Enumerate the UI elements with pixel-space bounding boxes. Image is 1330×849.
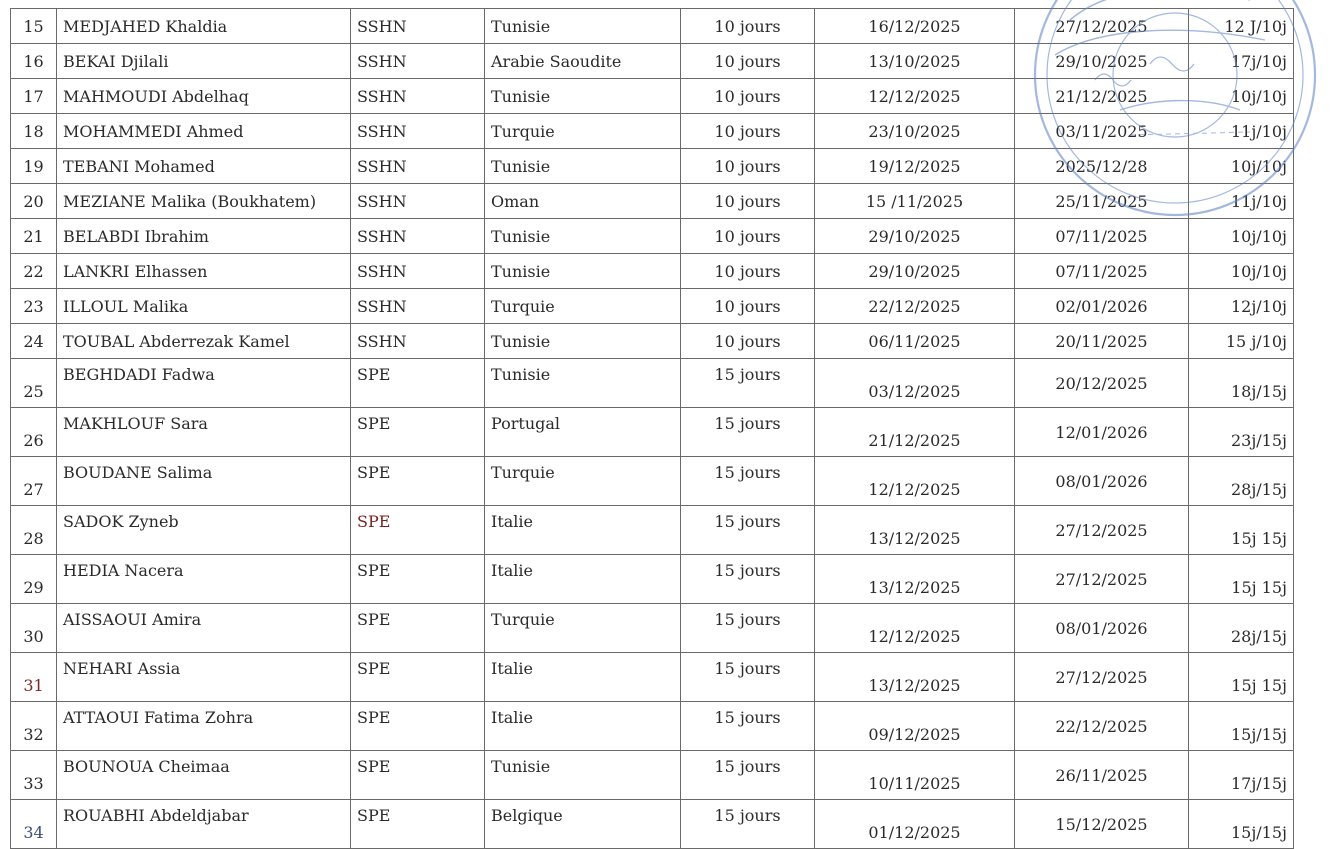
end-date-cell: 08/01/2026 xyxy=(1015,604,1189,653)
start-date-cell: 12/12/2025 xyxy=(815,604,1015,653)
host-country-cell: Tunisie xyxy=(485,254,681,289)
program-cell: SPE xyxy=(351,506,485,555)
end-date-cell: 21/12/2025 xyxy=(1015,79,1189,114)
table-body xyxy=(11,9,1294,849)
days-ratio-cell: 15j/15j xyxy=(1189,800,1294,849)
program-cell: SSHN xyxy=(351,219,485,254)
planned-duration-cell: 10 jours xyxy=(681,9,815,44)
full-name-cell: BOUDANE Salima xyxy=(57,457,351,506)
days-ratio-cell: 12j/10j xyxy=(1189,289,1294,324)
row-number-cell: 32 xyxy=(11,702,57,751)
table-row xyxy=(11,751,1294,800)
days-ratio-cell: 10j/10j xyxy=(1189,149,1294,184)
planned-duration-cell: 15 jours xyxy=(681,653,815,702)
row-number-cell: 31 xyxy=(11,653,57,702)
end-date-cell: 15/12/2025 xyxy=(1015,800,1189,849)
full-name-cell: MAHMOUDI Abdelhaq xyxy=(57,79,351,114)
program-cell: SPE xyxy=(351,359,485,408)
table-row xyxy=(11,359,1294,408)
host-country-cell: Tunisie xyxy=(485,219,681,254)
start-date-cell: 21/12/2025 xyxy=(815,408,1015,457)
full-name-cell: LANKRI Elhassen xyxy=(57,254,351,289)
planned-duration-cell: 10 jours xyxy=(681,289,815,324)
row-number-cell: 33 xyxy=(11,751,57,800)
host-country-cell: Tunisie xyxy=(485,751,681,800)
days-ratio-cell: 15j 15j xyxy=(1189,555,1294,604)
program-cell: SSHN xyxy=(351,114,485,149)
start-date-cell: 23/10/2025 xyxy=(815,114,1015,149)
end-date-cell: 07/11/2025 xyxy=(1015,219,1189,254)
full-name-cell: MEDJAHED Khaldia xyxy=(57,9,351,44)
start-date-cell: 01/12/2025 xyxy=(815,800,1015,849)
days-ratio-cell: 10j/10j xyxy=(1189,254,1294,289)
planned-duration-cell: 10 jours xyxy=(681,219,815,254)
program-cell: SPE xyxy=(351,555,485,604)
participants-table xyxy=(10,8,1294,849)
planned-duration-cell: 10 jours xyxy=(681,254,815,289)
start-date-cell: 03/12/2025 xyxy=(815,359,1015,408)
days-ratio-cell: 28j/15j xyxy=(1189,457,1294,506)
host-country-cell: Tunisie xyxy=(485,324,681,359)
row-number-cell: 21 xyxy=(11,219,57,254)
days-ratio-cell: 15 j/10j xyxy=(1189,324,1294,359)
row-number-cell: 15 xyxy=(11,9,57,44)
table-row xyxy=(11,408,1294,457)
planned-duration-cell: 15 jours xyxy=(681,457,815,506)
start-date-cell: 13/12/2025 xyxy=(815,555,1015,604)
end-date-cell: 20/12/2025 xyxy=(1015,359,1189,408)
start-date-cell: 19/12/2025 xyxy=(815,149,1015,184)
planned-duration-cell: 10 jours xyxy=(681,149,815,184)
end-date-cell: 20/11/2025 xyxy=(1015,324,1189,359)
row-number-cell: 22 xyxy=(11,254,57,289)
end-date-cell: 02/01/2026 xyxy=(1015,289,1189,324)
planned-duration-cell: 15 jours xyxy=(681,604,815,653)
row-number-cell: 27 xyxy=(11,457,57,506)
full-name-cell: NEHARI Assia xyxy=(57,653,351,702)
program-cell: SPE xyxy=(351,800,485,849)
program-cell: SPE xyxy=(351,653,485,702)
host-country-cell: Turquie xyxy=(485,114,681,149)
row-number-cell: 26 xyxy=(11,408,57,457)
host-country-cell: Oman xyxy=(485,184,681,219)
full-name-cell: BEKAI Djilali xyxy=(57,44,351,79)
end-date-cell: 2025/12/28 xyxy=(1015,149,1189,184)
host-country-cell: Tunisie xyxy=(485,79,681,114)
start-date-cell: 29/10/2025 xyxy=(815,219,1015,254)
full-name-cell: TEBANI Mohamed xyxy=(57,149,351,184)
end-date-cell: 27/12/2025 xyxy=(1015,9,1189,44)
end-date-cell: 27/12/2025 xyxy=(1015,506,1189,555)
planned-duration-cell: 15 jours xyxy=(681,751,815,800)
full-name-cell: BEGHDADI Fadwa xyxy=(57,359,351,408)
planned-duration-cell: 15 jours xyxy=(681,506,815,555)
row-number-cell: 34 xyxy=(11,800,57,849)
host-country-cell: Tunisie xyxy=(485,149,681,184)
table-row xyxy=(11,219,1294,254)
host-country-cell: Tunisie xyxy=(485,9,681,44)
host-country-cell: Italie xyxy=(485,653,681,702)
table-row xyxy=(11,149,1294,184)
table-row xyxy=(11,9,1294,44)
end-date-cell: 27/12/2025 xyxy=(1015,555,1189,604)
end-date-cell: 29/10/2025 xyxy=(1015,44,1189,79)
planned-duration-cell: 10 jours xyxy=(681,79,815,114)
end-date-cell: 25/11/2025 xyxy=(1015,184,1189,219)
end-date-cell: 27/12/2025 xyxy=(1015,653,1189,702)
end-date-cell: 26/11/2025 xyxy=(1015,751,1189,800)
days-ratio-cell: 15j 15j xyxy=(1189,653,1294,702)
row-number-cell: 30 xyxy=(11,604,57,653)
days-ratio-cell: 12 J/10j xyxy=(1189,9,1294,44)
full-name-cell: SADOK Zyneb xyxy=(57,506,351,555)
program-cell: SSHN xyxy=(351,9,485,44)
end-date-cell: 12/01/2026 xyxy=(1015,408,1189,457)
document-page xyxy=(10,8,1294,849)
program-cell: SSHN xyxy=(351,44,485,79)
row-number-cell: 24 xyxy=(11,324,57,359)
host-country-cell: Italie xyxy=(485,506,681,555)
start-date-cell: 09/12/2025 xyxy=(815,702,1015,751)
row-number-cell: 25 xyxy=(11,359,57,408)
host-country-cell: Turquie xyxy=(485,457,681,506)
start-date-cell: 16/12/2025 xyxy=(815,9,1015,44)
table-row xyxy=(11,114,1294,149)
planned-duration-cell: 15 jours xyxy=(681,800,815,849)
full-name-cell: HEDIA Nacera xyxy=(57,555,351,604)
full-name-cell: AISSAOUI Amira xyxy=(57,604,351,653)
program-cell: SPE xyxy=(351,604,485,653)
host-country-cell: Italie xyxy=(485,555,681,604)
end-date-cell: 03/11/2025 xyxy=(1015,114,1189,149)
host-country-cell: Arabie Saoudite xyxy=(485,44,681,79)
days-ratio-cell: 23j/15j xyxy=(1189,408,1294,457)
row-number-cell: 17 xyxy=(11,79,57,114)
planned-duration-cell: 15 jours xyxy=(681,408,815,457)
planned-duration-cell: 15 jours xyxy=(681,555,815,604)
full-name-cell: BELABDI Ibrahim xyxy=(57,219,351,254)
program-cell: SSHN xyxy=(351,149,485,184)
table-row xyxy=(11,79,1294,114)
host-country-cell: Portugal xyxy=(485,408,681,457)
table-row xyxy=(11,184,1294,219)
full-name-cell: MEZIANE Malika (Boukhatem) xyxy=(57,184,351,219)
table-row xyxy=(11,506,1294,555)
table-row xyxy=(11,324,1294,359)
table-row xyxy=(11,604,1294,653)
planned-duration-cell: 10 jours xyxy=(681,324,815,359)
days-ratio-cell: 28j/15j xyxy=(1189,604,1294,653)
row-number-cell: 28 xyxy=(11,506,57,555)
start-date-cell: 13/12/2025 xyxy=(815,506,1015,555)
days-ratio-cell: 10j/10j xyxy=(1189,79,1294,114)
program-cell: SPE xyxy=(351,702,485,751)
days-ratio-cell: 17j/10j xyxy=(1189,44,1294,79)
table-row xyxy=(11,44,1294,79)
table-row xyxy=(11,289,1294,324)
full-name-cell: BOUNOUA Cheimaa xyxy=(57,751,351,800)
planned-duration-cell: 10 jours xyxy=(681,44,815,79)
row-number-cell: 20 xyxy=(11,184,57,219)
program-cell: SSHN xyxy=(351,324,485,359)
start-date-cell: 13/10/2025 xyxy=(815,44,1015,79)
table-row xyxy=(11,800,1294,849)
table-row xyxy=(11,254,1294,289)
program-cell: SSHN xyxy=(351,184,485,219)
table-row xyxy=(11,555,1294,604)
days-ratio-cell: 11j/10j xyxy=(1189,184,1294,219)
full-name-cell: MOHAMMEDI Ahmed xyxy=(57,114,351,149)
start-date-cell: 13/12/2025 xyxy=(815,653,1015,702)
row-number-cell: 16 xyxy=(11,44,57,79)
start-date-cell: 12/12/2025 xyxy=(815,457,1015,506)
full-name-cell: ILLOUL Malika xyxy=(57,289,351,324)
table-row xyxy=(11,457,1294,506)
row-number-cell: 19 xyxy=(11,149,57,184)
row-number-cell: 29 xyxy=(11,555,57,604)
days-ratio-cell: 15j/15j xyxy=(1189,702,1294,751)
table-row xyxy=(11,702,1294,751)
program-cell: SSHN xyxy=(351,289,485,324)
days-ratio-cell: 10j/10j xyxy=(1189,219,1294,254)
full-name-cell: MAKHLOUF Sara xyxy=(57,408,351,457)
program-cell: SSHN xyxy=(351,254,485,289)
program-cell: SPE xyxy=(351,408,485,457)
full-name-cell: TOUBAL Abderrezak Kamel xyxy=(57,324,351,359)
host-country-cell: Tunisie xyxy=(485,359,681,408)
full-name-cell: ATTAOUI Fatima Zohra xyxy=(57,702,351,751)
start-date-cell: 06/11/2025 xyxy=(815,324,1015,359)
program-cell: SSHN xyxy=(351,79,485,114)
table-row xyxy=(11,653,1294,702)
days-ratio-cell: 17j/15j xyxy=(1189,751,1294,800)
end-date-cell: 07/11/2025 xyxy=(1015,254,1189,289)
start-date-cell: 22/12/2025 xyxy=(815,289,1015,324)
days-ratio-cell: 15j 15j xyxy=(1189,506,1294,555)
row-number-cell: 18 xyxy=(11,114,57,149)
host-country-cell: Turquie xyxy=(485,604,681,653)
planned-duration-cell: 10 jours xyxy=(681,184,815,219)
host-country-cell: Italie xyxy=(485,702,681,751)
program-cell: SPE xyxy=(351,457,485,506)
planned-duration-cell: 15 jours xyxy=(681,359,815,408)
start-date-cell: 15 /11/2025 xyxy=(815,184,1015,219)
days-ratio-cell: 18j/15j xyxy=(1189,359,1294,408)
planned-duration-cell: 15 jours xyxy=(681,702,815,751)
full-name-cell: ROUABHI Abdeldjabar xyxy=(57,800,351,849)
program-cell: SPE xyxy=(351,751,485,800)
start-date-cell: 29/10/2025 xyxy=(815,254,1015,289)
host-country-cell: Turquie xyxy=(485,289,681,324)
host-country-cell: Belgique xyxy=(485,800,681,849)
days-ratio-cell: 11j/10j xyxy=(1189,114,1294,149)
start-date-cell: 10/11/2025 xyxy=(815,751,1015,800)
end-date-cell: 22/12/2025 xyxy=(1015,702,1189,751)
row-number-cell: 23 xyxy=(11,289,57,324)
end-date-cell: 08/01/2026 xyxy=(1015,457,1189,506)
planned-duration-cell: 10 jours xyxy=(681,114,815,149)
start-date-cell: 12/12/2025 xyxy=(815,79,1015,114)
